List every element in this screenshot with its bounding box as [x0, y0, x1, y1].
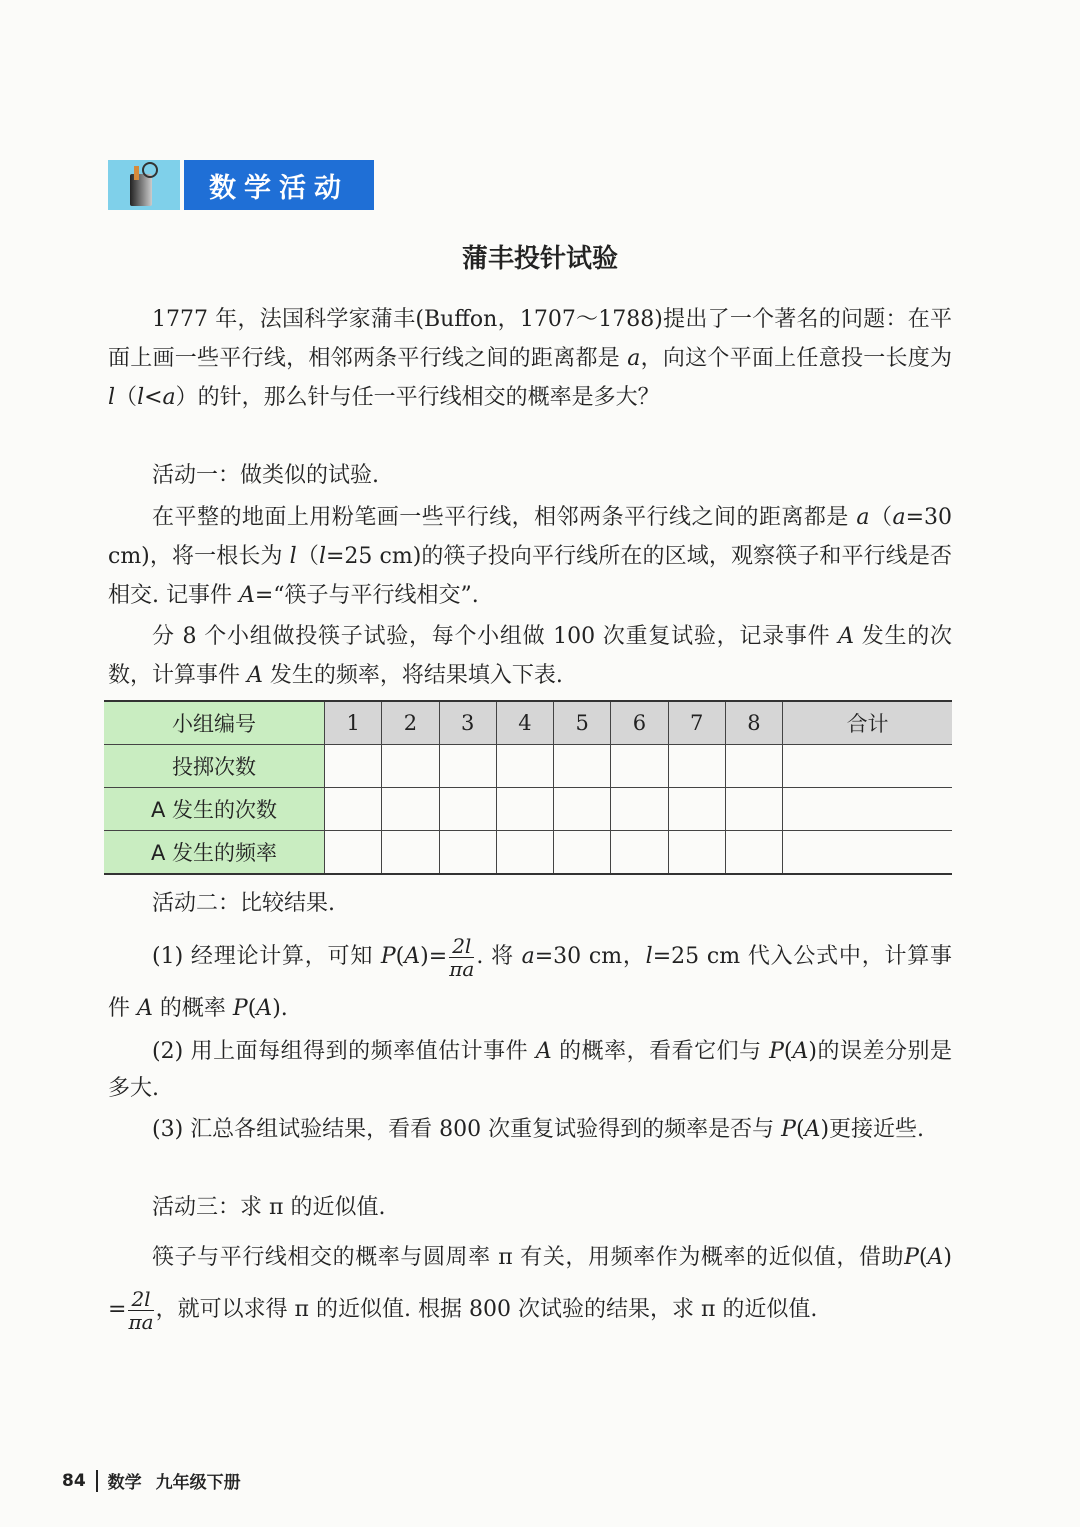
empty-cell — [496, 788, 553, 831]
header-cell: 7 — [668, 701, 725, 745]
text-segment: =30 cm， — [534, 944, 646, 969]
math-variable: A — [404, 944, 421, 969]
text-segment: 发生的频率，将结果填入下表. — [262, 663, 563, 688]
page-title: 蒲丰投针试验 — [461, 244, 618, 274]
text-segment: 活动三：求 π 的近似值. — [152, 1195, 386, 1220]
math-variable: A — [535, 1039, 552, 1064]
math-variable: A — [256, 996, 273, 1021]
empty-cell — [668, 788, 725, 831]
text-segment: =“筷子与平行线相交”. — [254, 583, 479, 608]
fraction — [449, 935, 474, 980]
text-segment: ( — [795, 1117, 805, 1142]
header-cell: 合计 — [783, 701, 952, 745]
math-variable: A — [927, 1245, 944, 1270]
empty-cell — [611, 788, 668, 831]
footer-subject: 数学 — [107, 1473, 142, 1493]
header-cell: 5 — [554, 701, 611, 745]
paragraph-intro — [108, 300, 952, 417]
row-label: A 发生的频率 — [104, 831, 325, 875]
text-segment: 1777 年，法国科学家蒲丰(Buffon，1707～1788)提出了一个著名的问题：在平面上画一些平行线，相邻两条平行线之间的距离都是 — [108, 307, 952, 371]
header-cell: 8 — [725, 701, 782, 745]
footer-divider — [96, 1470, 98, 1492]
text-segment: ). — [272, 996, 288, 1021]
math-variable: l — [645, 944, 653, 969]
math-variable: a — [892, 505, 906, 530]
text-segment: 在平整的地面上用粉笔画一些平行线，相邻两条平行线之间的距离都是 — [152, 505, 857, 530]
math-variable: P — [232, 996, 248, 1021]
math-variable: A — [247, 663, 263, 688]
math-variable: a — [627, 346, 641, 371]
text-segment: ( — [395, 944, 405, 969]
text-segment: =25 cm 代入公式中，计算事件 — [108, 944, 952, 1021]
math-variable: l — [108, 385, 116, 410]
math-variable: P — [380, 944, 396, 969]
text-segment: 活动二：比较结果. — [152, 891, 335, 916]
text-segment: ( — [247, 996, 257, 1021]
empty-cell — [611, 745, 668, 788]
text-segment: （ — [115, 385, 138, 410]
text-segment: . 将 — [476, 944, 522, 969]
text-segment: (3) 汇总各组试验结果，看看 800 次重复试验得到的频率是否与 — [152, 1117, 782, 1142]
empty-cell — [725, 745, 782, 788]
math-activity-badge — [108, 160, 374, 210]
paragraph-groups — [108, 617, 952, 695]
table-row — [104, 745, 952, 788]
empty-cell — [611, 831, 668, 875]
text-segment: （ — [296, 544, 319, 569]
text-segment: =25 cm)的筷子投向平行线所在的区域，观察筷子和平行线是否相交. 记事件 — [108, 544, 952, 608]
page-number: 84 — [62, 1470, 86, 1491]
paragraph-item-2 — [108, 1033, 952, 1107]
header-cell: 6 — [611, 701, 668, 745]
empty-cell — [382, 745, 439, 788]
badge-label: 数学活动 — [184, 160, 374, 210]
page-footer — [62, 1468, 241, 1493]
text-segment: (1) 经理论计算，可知 — [152, 944, 381, 969]
table-header-row — [104, 701, 952, 745]
activity-one-heading — [108, 456, 952, 495]
text-segment: 活动一：做类似的试验. — [152, 463, 379, 488]
row-label: 投掷次数 — [104, 745, 325, 788]
empty-cell — [496, 831, 553, 875]
empty-cell — [668, 831, 725, 875]
math-variable: a — [162, 385, 176, 410]
empty-cell — [554, 788, 611, 831]
header-cell: 1 — [325, 701, 382, 745]
paragraph-activity-three — [108, 1232, 952, 1336]
paragraph-activity-one — [108, 498, 952, 615]
activity-three-heading — [108, 1188, 952, 1227]
empty-cell — [725, 788, 782, 831]
empty-cell — [325, 788, 382, 831]
empty-cell — [783, 788, 952, 831]
text-segment: （ — [869, 505, 893, 530]
header-cell: 2 — [382, 701, 439, 745]
activity-two-heading — [108, 884, 952, 923]
empty-cell — [783, 831, 952, 875]
text-segment: 筷子与平行线相交的概率与圆周率 π 有关，用频率作为概率的近似值，借助 — [152, 1245, 905, 1270]
math-variable: l — [318, 544, 326, 569]
empty-cell — [496, 745, 553, 788]
text-segment: =30 cm)，将一根长为 — [108, 505, 952, 569]
text-segment: ）的针，那么针与任一平行线相交的概率是多大？ — [175, 385, 660, 410]
fraction-denominator: πa — [449, 956, 475, 981]
empty-cell — [439, 831, 496, 875]
text-segment: 分 8 个小组做投筷子试验，每个小组做 100 次重复试验，记录事件 — [152, 624, 839, 649]
empty-cell — [382, 788, 439, 831]
table-row — [104, 831, 952, 875]
math-variable: a — [521, 944, 535, 969]
text-segment: ) = — [108, 1245, 952, 1322]
text-segment: )= — [420, 944, 448, 969]
fraction-denominator: πa — [128, 1309, 154, 1334]
row-label: A 发生的次数 — [104, 788, 325, 831]
empty-cell — [668, 745, 725, 788]
text-segment: 的概率 — [152, 996, 233, 1021]
pencil-cup-icon — [108, 160, 180, 210]
text-segment: 的概率，看看它们与 — [551, 1039, 770, 1064]
math-variable: P — [769, 1039, 784, 1064]
header-cell: 4 — [496, 701, 553, 745]
math-variable: A — [804, 1117, 821, 1142]
paragraph-item-1 — [108, 931, 952, 1035]
header-cell: 3 — [439, 701, 496, 745]
text-segment: < — [144, 385, 163, 410]
empty-cell — [382, 831, 439, 875]
text-segment: 发生的次数，计算事件 — [108, 624, 952, 688]
math-variable: A — [137, 996, 153, 1021]
math-variable: l — [289, 544, 297, 569]
table-row — [104, 788, 952, 831]
empty-cell — [439, 788, 496, 831]
text-segment: ，向这个平面上任意投一长度为 — [640, 346, 952, 371]
text-segment: )更接近些. — [820, 1117, 925, 1142]
fraction-numerator: 2l — [449, 935, 474, 958]
fraction-numerator: 2l — [128, 1288, 153, 1311]
fraction — [128, 1288, 153, 1333]
results-table — [104, 700, 952, 875]
empty-cell — [325, 831, 382, 875]
math-variable: a — [856, 505, 870, 530]
text-segment: ( — [918, 1245, 928, 1270]
text-segment: )的误差分别是多大. — [108, 1039, 952, 1101]
text-segment: (2) 用上面每组得到的频率值估计事件 — [152, 1039, 536, 1064]
math-variable: A — [838, 624, 854, 649]
math-variable: l — [137, 385, 145, 410]
math-variable: A — [238, 583, 255, 608]
math-variable: P — [781, 1117, 796, 1142]
empty-cell — [783, 745, 952, 788]
math-variable: P — [904, 1245, 919, 1270]
footer-grade: 九年级下册 — [155, 1473, 241, 1493]
math-variable: A — [792, 1039, 809, 1064]
paragraph-item-3 — [108, 1111, 952, 1148]
empty-cell — [325, 745, 382, 788]
text-segment: ( — [783, 1039, 793, 1064]
empty-cell — [725, 831, 782, 875]
empty-cell — [554, 831, 611, 875]
empty-cell — [439, 745, 496, 788]
empty-cell — [554, 745, 611, 788]
header-cell: 小组编号 — [104, 701, 325, 745]
text-segment: ，就可以求得 π 的近似值. 根据 800 次试验的结果，求 π 的近似值. — [155, 1297, 818, 1322]
